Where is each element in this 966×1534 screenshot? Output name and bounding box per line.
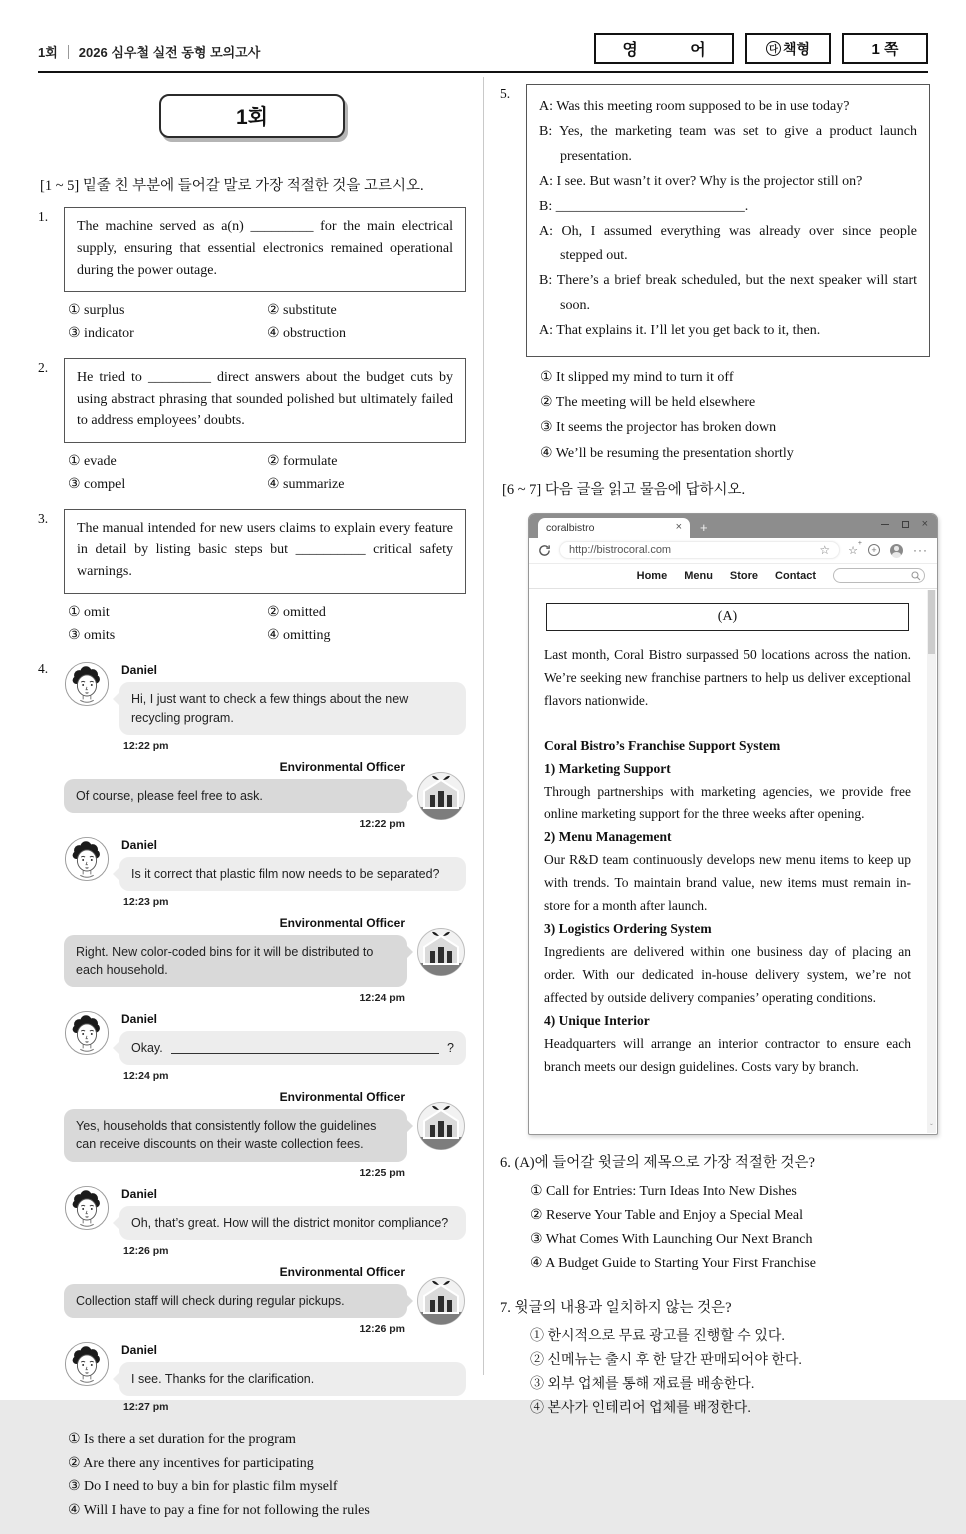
instruction-6-7: [6 ~ 7] 다음 글을 읽고 물음에 답하시오. [502,481,746,498]
chat-bubble: Is it correct that plastic film now needs to be separated? [119,857,466,891]
chat-timestamp: 12:22 pm [359,817,405,830]
chat-conversation [64,661,466,1416]
item-body: Through partnerships with marketing agencies, we provide free online marketing support for the three weeks after opening. [544,783,911,822]
option: ② substitute [267,303,337,319]
chat-sender-name: Daniel [121,837,158,852]
daniel-avatar [64,1185,110,1231]
dialogue-line: B: Yes, the marketing team was set to give a product launch presentation. [539,123,917,164]
scrollbar-thumb[interactable] [928,590,935,654]
tab-close-icon[interactable]: × [675,521,682,534]
chat-sender-name: Daniel [121,1186,158,1201]
option: ② Are there any incentives for participating [68,1455,314,1471]
option: ③ compel [68,476,126,492]
question-4-number: 4. [38,661,49,677]
option: ① surplus [68,303,125,319]
profile-icon[interactable] [890,544,903,557]
section-heading: Coral Bistro’s Franchise Support System [544,737,781,753]
left-column [38,88,466,1534]
chat-sender-name: Environmental Officer [279,1090,405,1105]
option: ④ 본사가 인테리어 업체를 배정한다. [530,1401,751,1417]
column-divider [483,77,484,1375]
question-3-number: 3. [38,510,49,526]
chat-bubble: I see. Thanks for the clarification. [119,1362,466,1396]
title-placeholder-box: (A) [546,603,909,631]
chat-timestamp: 12:26 pm [359,1322,405,1335]
chat-timestamp: 12:24 pm [359,992,405,1005]
question-3 [38,509,466,660]
chat-message [64,1088,466,1181]
browser-window [528,513,938,1135]
extensions-icon[interactable]: + [868,544,880,556]
blank-suffix: ? [447,1041,454,1056]
question-3-options [64,594,466,659]
item-title: 3) Logistics Ordering System [544,921,712,937]
dialogue-line: B: ___________________________. [539,198,749,214]
option: ④ Will I have to pay a fine for not following the rules [68,1502,370,1518]
chat-message [64,661,466,754]
option: ① Is there a set duration for the program [68,1431,296,1447]
question-1 [38,207,466,358]
option: ③ Do I need to buy a bin for plastic film myself [68,1479,338,1495]
question-2-number: 2. [38,359,49,375]
dialogue-line: B: There’s a brief break scheduled, but the next speaker will start soon. [539,273,917,314]
restore-icon[interactable] [902,521,909,528]
scrollbar-down-arrow[interactable]: ˇ [930,1122,933,1132]
refresh-icon[interactable] [538,544,551,557]
chat-bubble: Of course, please feel free to ask. [64,779,407,813]
option: ③ What Comes With Launching Our Next Branch [530,1231,813,1247]
item-body: Our R&D team continuously develops new menu items to keep up with trends. To maintain brand value, new items must remain in-store for a month after launch. [544,852,911,914]
officer-avatar [416,927,466,977]
item-body: Headquarters will arrange an interior contractor to ensure each branch meets our design guidelines. Costs vary by branch. [544,1035,911,1074]
close-icon[interactable]: × [921,517,928,530]
browser-tab[interactable] [538,518,690,538]
option: ① evade [68,454,117,470]
chat-bubble: Oh, that’s great. How will the district monitor compliance? [119,1206,466,1240]
option: ② 신메뉴는 출시 후 한 달간 판매되어야 한다. [530,1353,802,1369]
option: ② The meeting will be held elsewhere [540,395,756,411]
chat-sender-name: Environmental Officer [279,759,405,774]
page-number-box: 1 쪽 [842,33,928,64]
chat-sender-name: Daniel [121,1342,158,1357]
option: ① Call for Entries: Turn Ideas Into New Dishes [530,1183,797,1199]
option: ① omit [68,605,110,621]
chat-message [64,914,466,1007]
question-2-options [64,443,466,508]
instruction-1-5: [1 ~ 5] 밑줄 친 부분에 들어갈 말로 가장 적절한 것을 고르시오. [40,178,424,194]
item-body: Ingredients are delivered within one business day of placing an order. With our dedicated in-house delivery system, we’re not affected by outside delivery companies’ operating conditions. [544,944,911,1005]
nav-link-store[interactable]: Store [729,569,759,582]
browser-tab-title: coralbistro [546,521,595,534]
nav-link-menu[interactable]: Menu [684,569,713,582]
blank-underline [171,1042,439,1054]
question-5-options [526,357,930,478]
book-type-box [745,33,831,64]
chat-message [64,836,466,911]
question-2-passage: He tried to _________ direct answers about the budget cuts by using abstract phrasing that sounded polished but ultimately failed to address employees’ doubts. [64,358,466,443]
address-bar[interactable] [559,541,840,559]
item-title: 2) Menu Management [544,829,672,845]
chat-sender-name: Environmental Officer [279,1264,405,1279]
option: ② omitted [267,605,326,621]
dialogue-line: A: I see. But wasn’t it over? Why is the projector still on? [539,173,863,189]
chat-bubble: Collection staff will check during regular pickups. [64,1284,407,1318]
daniel-avatar [64,836,110,882]
minimize-icon[interactable] [881,524,889,526]
option: ③ omits [68,627,116,643]
header-separator [68,45,69,59]
header-round: 1회 [38,45,58,60]
option: ④ obstruction [267,326,347,342]
subject-box: 영 어 [594,33,734,64]
chat-bubble: Right. New color-coded bins for it will be distributed to each household. [64,935,407,987]
question-1-passage: The machine served as a(n) _________ for the main electrical supply, ensuring that essential electronics remained operational during the power outage. [64,207,466,292]
more-menu-icon[interactable]: ··· [913,543,928,558]
question-7-options [500,1321,930,1425]
daniel-avatar [64,1341,110,1387]
web-page-content [529,589,937,1136]
chat-timestamp: 12:23 pm [123,895,169,908]
chat-message [64,758,466,833]
chat-bubble-blank [119,1031,466,1065]
chat-timestamp: 12:26 pm [123,1244,169,1257]
chat-timestamp: 12:25 pm [359,1166,405,1179]
question-5-number: 5. [500,86,511,101]
chat-sender-name: Daniel [121,1012,158,1027]
book-type-circle: 다 [766,41,781,56]
question-7-heading: 7. 윗글의 내용과 일치하지 않는 것은? [500,1300,732,1317]
officer-avatar [416,1101,466,1151]
chat-bubble: Hi, I just want to check a few things about the new recycling program. [119,682,466,734]
book-type-label: 책형 [782,40,811,57]
question-4-options [64,1420,466,1534]
site-navbar [529,564,937,589]
option: ② Reserve Your Table and Enjoy a Special Meal [530,1207,803,1223]
chat-timestamp: 12:24 pm [123,1070,169,1083]
option: ② formulate [267,454,338,470]
bookmark-star-icon[interactable]: ☆ [819,543,831,558]
nav-link-home[interactable]: Home [636,569,668,582]
option: ④ omitting [267,627,331,643]
nav-link-contact[interactable]: Contact [775,569,816,582]
question-1-options [64,292,466,357]
option: ④ We’ll be resuming the presentation shortly [540,445,794,461]
option: ④ A Budget Guide to Starting Your First Franchise [530,1256,816,1272]
chat-message [64,1185,466,1260]
scrollbar[interactable] [927,590,936,1133]
site-search-input[interactable] [833,568,925,583]
question-6-options [500,1176,930,1280]
daniel-avatar [64,661,110,707]
officer-avatar [416,771,466,821]
option: ③ 외부 업체를 통해 재료를 배송한다. [530,1377,755,1393]
daniel-avatar [64,1010,110,1056]
question-2 [38,358,466,509]
question-5 [500,84,930,478]
option: ③ It seems the projector has broken down [540,420,777,436]
collections-icon[interactable]: ☆ + [848,539,862,557]
header-boxes [594,33,928,64]
dialogue-line: A: That explains it. I’ll let you get back to it, then. [539,323,821,339]
question-4 [38,659,466,1534]
chat-timestamp: 12:22 pm [123,739,169,752]
new-tab-icon[interactable]: + [700,519,708,535]
chat-sender-name: Daniel [121,663,158,678]
round-badge: 1회 [159,94,345,138]
option: ① 한시적으로 무료 광고를 진행할 수 있다. [530,1329,785,1345]
item-title: 1) Marketing Support [544,760,671,776]
officer-avatar [416,1276,466,1326]
chat-timestamp: 12:27 pm [123,1400,169,1413]
search-icon [911,571,921,581]
question-1-number: 1. [38,209,49,224]
dialogue-line: A: Oh, I assumed everything was already over since people stepped out. [539,223,917,264]
chat-message [64,1010,466,1085]
question-6-heading: 6. (A)에 들어갈 윗글의 제목으로 가장 적절한 것은? [500,1154,815,1171]
option: ① It slipped my mind to turn it off [540,370,734,386]
question-3-passage: The manual intended for new users claims to explain every feature in detail by listing basic steps but __________ critical safety warnings. [64,509,466,594]
browser-tab-strip [529,514,937,538]
header-title: 2026 심우철 실전 동형 모의고사 [78,45,261,60]
question-5-dialogue [526,84,930,357]
item-title: 4) Unique Interior [544,1012,650,1028]
header-rule [38,71,928,73]
right-column [500,84,933,1425]
url-text: http://bistrocoral.com [569,544,672,557]
intro-paragraph: Last month, Coral Bistro surpassed 50 locations across the nation. We’re seeking new franchise partners to help us deliver exceptional flavors nationwide. [544,646,911,708]
blank-prefix: Okay. [131,1041,163,1056]
option: ③ indicator [68,326,134,342]
chat-message [64,1263,466,1338]
chat-bubble: Yes, households that consistently follow the guidelines can receive discounts on their waste collection fees. [64,1109,407,1161]
dialogue-line: A: Was this meeting room supposed to be in use today? [539,99,850,114]
header-left [38,42,260,61]
browser-toolbar [529,538,937,564]
chat-sender-name: Environmental Officer [279,915,405,930]
chat-message [64,1341,466,1416]
option: ④ summarize [267,476,345,492]
